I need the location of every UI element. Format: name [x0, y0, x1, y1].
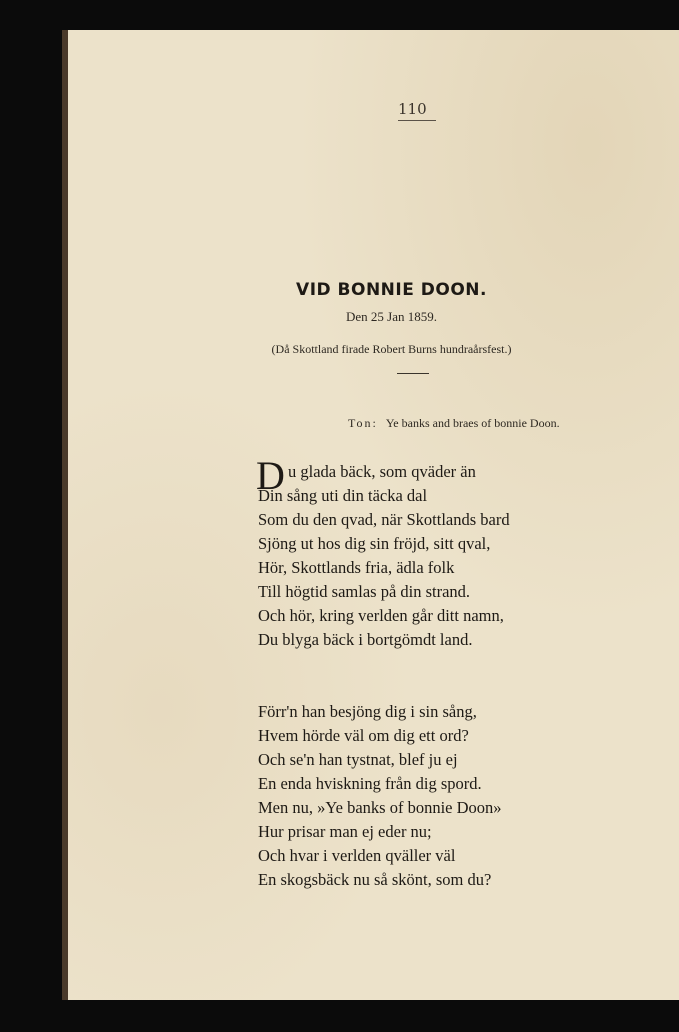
poem-line: Som du den qvad, när Skottlands bard [258, 510, 510, 529]
poem-line: Förr'n han besjöng dig i sin sång, [258, 702, 477, 721]
poem-title: VID BONNIE DOON. [296, 280, 487, 300]
stanza-1 [256, 453, 510, 652]
poem-line: Hör, Skottlands fria, ädla folk [258, 558, 455, 577]
poem-line: u glada bäck, som qväder än [288, 462, 476, 481]
page-number-underline [398, 120, 436, 121]
poem-line: Sjöng ut hos dig sin fröjd, sitt qval, [258, 534, 491, 553]
book-page [62, 30, 679, 1000]
poem-line: Och se'n han tystnat, blef ju ej [258, 750, 458, 769]
tune-text: Ye banks and braes of bonnie Doon. [385, 416, 560, 430]
separator-rule [397, 373, 429, 374]
tune-label: Ton: [348, 416, 378, 430]
poem-line: En skogsbäck nu så skönt, som du? [258, 870, 492, 889]
page-number: 110 [398, 100, 427, 118]
poem-line: Och hvar i verlden qväller väl [258, 846, 456, 865]
poem-line: Till högtid samlas på din strand. [258, 582, 471, 601]
poem-note: (Då Skottland firade Robert Burns hundraårsfest.) [271, 342, 512, 356]
poem-line: Men nu, »Ye banks of bonnie Doon» [258, 798, 502, 817]
drop-cap: D [256, 453, 285, 498]
poem-line: En enda hviskning från dig spord. [258, 774, 482, 793]
stanza-2 [258, 700, 502, 892]
poem-line: Hur prisar man ej eder nu; [258, 822, 432, 841]
poem-line: Din sång uti din täcka dal [258, 486, 428, 505]
tune-line [348, 416, 560, 431]
poem-date: Den 25 Jan 1859. [346, 309, 437, 324]
poem-line: Hvem hörde väl om dig ett ord? [258, 726, 469, 745]
poem-line: Och hör, kring verlden går ditt namn, [258, 606, 504, 625]
poem-line: Du blyga bäck i bortgömdt land. [258, 630, 473, 649]
